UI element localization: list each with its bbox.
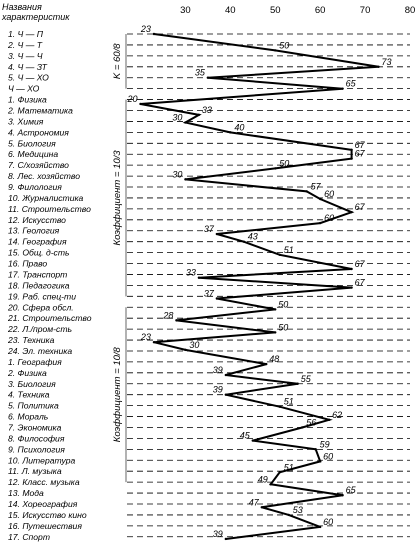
- data-point: [279, 254, 281, 256]
- category-label: 16. Право: [8, 258, 48, 269]
- category-label: 2. Ч — Т: [8, 39, 42, 50]
- x-tick-label: 40: [225, 5, 236, 16]
- category-label: 20. Сфера обсл.: [8, 302, 74, 313]
- category-label: 15. Общ. д-сть: [8, 247, 70, 258]
- value-label: 33: [201, 104, 212, 115]
- category-label: 24. Эл. техника: [8, 345, 73, 356]
- header-line-1: Названия: [2, 2, 42, 12]
- header-line-2: характеристик: [2, 12, 70, 22]
- value-label: 50: [279, 158, 290, 169]
- value-label: 20: [127, 93, 138, 104]
- value-label: 55: [300, 373, 311, 384]
- data-point: [225, 538, 227, 540]
- category-label: 1. География: [8, 356, 62, 367]
- category-label: 17. Транспорт: [8, 269, 68, 280]
- category-label: 6. Медицина: [8, 149, 59, 160]
- value-label: 60: [323, 451, 334, 462]
- value-label: 28: [163, 310, 174, 321]
- value-label: 65: [345, 78, 356, 89]
- data-point: [274, 308, 276, 310]
- data-point: [319, 222, 321, 224]
- group-labels: [112, 34, 126, 482]
- data-point: [296, 383, 298, 385]
- value-label: 23: [140, 332, 151, 343]
- data-point: [341, 87, 343, 89]
- x-tick-label: 80: [404, 5, 415, 16]
- category-label: 12. Искусство: [8, 214, 66, 225]
- category-label: 4. Техника: [8, 389, 50, 400]
- category-label: 4. Ч — ЗТ: [8, 61, 47, 72]
- category-label: 10. Литература: [8, 455, 76, 466]
- x-tick-label: 30: [180, 5, 191, 16]
- data-point: [288, 514, 290, 516]
- category-label: 1. Ч — П: [8, 29, 43, 39]
- category-label: 5. Биология: [8, 138, 56, 149]
- category-label: 2. Физика: [8, 367, 47, 378]
- data-point: [328, 419, 330, 421]
- value-label: 47: [248, 497, 259, 508]
- value-label: 39: [212, 528, 223, 539]
- value-label: 67: [354, 148, 365, 159]
- value-label: 51: [283, 244, 294, 255]
- data-point: [207, 77, 209, 79]
- group-label: Коэффициент = 10/3: [112, 150, 123, 246]
- data-point: [350, 211, 352, 213]
- value-label: 59: [319, 439, 330, 450]
- data-point: [270, 483, 272, 485]
- data-point: [175, 319, 177, 321]
- value-label: 67: [354, 277, 365, 288]
- category-label: 6. Мораль: [8, 411, 49, 422]
- category-label: 3. Биология: [8, 378, 56, 389]
- value-label: 60: [324, 213, 335, 224]
- data-point: [305, 190, 307, 192]
- data-point: [279, 406, 281, 408]
- data-point: [139, 103, 141, 105]
- category-label: 3. Ч — Ч: [8, 50, 43, 61]
- data-point: [350, 286, 352, 288]
- data-point: [279, 471, 281, 473]
- value-label: 65: [345, 485, 356, 496]
- data-point: [153, 341, 155, 343]
- value-label: 60: [324, 189, 335, 200]
- data-point: [261, 506, 263, 508]
- category-label: 8. Лес. хозяйство: [8, 171, 80, 182]
- data-point: [184, 121, 186, 123]
- category-label: Ч — ХО: [8, 83, 40, 94]
- value-label: 40: [234, 122, 245, 133]
- value-label: 45: [239, 430, 250, 441]
- data-point: [319, 460, 321, 462]
- data-point: [252, 439, 254, 441]
- data-point: [184, 178, 186, 180]
- category-label: 5. Ч — ХО: [8, 72, 49, 83]
- category-label: 15. Искусство кино: [8, 509, 87, 520]
- group-label: K = 60/8: [112, 43, 123, 80]
- value-label: 35: [194, 67, 205, 78]
- value-label: 56: [306, 417, 317, 428]
- value-label: 30: [172, 112, 183, 123]
- category-label: 19. Раб. спец-ти: [8, 291, 76, 302]
- data-point: [153, 33, 155, 35]
- category-label: 11. Л. музыка: [8, 466, 62, 477]
- value-label: 67: [354, 258, 365, 269]
- value-label: 73: [381, 56, 392, 67]
- data-point: [216, 297, 218, 299]
- value-label: 67: [354, 202, 365, 213]
- value-label: 53: [292, 504, 303, 515]
- value-label: 37: [203, 224, 214, 235]
- category-label: 5. Политика: [8, 400, 59, 411]
- category-label: 16. Путешествия: [8, 520, 82, 531]
- category-label: 18. Педагогика: [8, 280, 70, 291]
- data-point: [350, 157, 352, 159]
- category-label: 22. Л./пром-сть: [8, 324, 73, 335]
- data-point: [377, 66, 379, 68]
- data-point: [216, 233, 218, 235]
- data-point: [243, 240, 245, 242]
- category-label: 13. Мода: [8, 488, 44, 499]
- value-label: 30: [189, 339, 200, 350]
- value-label: 62: [332, 409, 343, 420]
- data-point: [319, 198, 321, 200]
- x-tick-label: 70: [359, 5, 371, 16]
- value-label: 50: [278, 322, 289, 333]
- data-point: [341, 494, 343, 496]
- data-point: [274, 49, 276, 51]
- category-label: 17. Спорт: [8, 531, 50, 542]
- value-label: 23: [140, 24, 151, 34]
- value-label: 50: [278, 299, 289, 310]
- value-label: 37: [203, 288, 214, 299]
- data-point: [274, 167, 276, 169]
- x-tick-label: 60: [314, 5, 326, 16]
- data-point: [225, 374, 227, 376]
- category-label: 9. Психология: [8, 444, 65, 455]
- value-label: 30: [172, 169, 183, 180]
- data-point: [265, 363, 267, 365]
- value-label: 43: [247, 231, 258, 242]
- value-label: 39: [212, 384, 223, 395]
- data-point: [198, 277, 200, 279]
- profile-line: [139, 33, 379, 540]
- value-label: 49: [257, 474, 268, 485]
- data-point: [301, 426, 303, 428]
- category-label: 1. Физика: [8, 94, 47, 105]
- data-point: [350, 149, 352, 151]
- data-point: [350, 268, 352, 270]
- category-label: 7. С/хозяйство: [8, 160, 69, 171]
- category-labels: [7, 29, 92, 542]
- data-point: [314, 448, 316, 450]
- category-label: 21. Строительство: [8, 313, 92, 324]
- data-point: [225, 393, 227, 395]
- category-label: 14. Хореография: [8, 498, 78, 509]
- category-label: 11. Строительство: [8, 203, 91, 214]
- category-label: 8. Философия: [8, 433, 65, 444]
- category-label: 12. Класс. музыка: [8, 477, 80, 488]
- value-label: 33: [185, 267, 196, 278]
- category-label: 7. Экономика: [8, 422, 62, 433]
- value-label: 67: [354, 139, 365, 150]
- profile-polyline: [141, 34, 379, 539]
- data-point: [184, 349, 186, 351]
- value-label: 51: [283, 396, 294, 407]
- category-label: 4. Астрономия: [8, 127, 69, 138]
- value-label: 60: [323, 516, 334, 527]
- category-label: 14. География: [8, 236, 67, 247]
- x-tick-label: 50: [269, 5, 281, 16]
- category-label: 10. Журналистика: [8, 192, 84, 203]
- data-point: [198, 114, 200, 116]
- value-label: 39: [212, 365, 223, 376]
- category-label: 13. Геология: [8, 225, 60, 236]
- data-point: [274, 331, 276, 333]
- category-label: 23. Техника: [8, 335, 55, 346]
- category-label: 9. Филология: [8, 182, 62, 193]
- group-label: Коэффициент = 10/8: [112, 347, 123, 443]
- value-label: 48: [269, 354, 280, 365]
- value-label: 51: [283, 462, 294, 473]
- category-label: 2. Математика: [8, 105, 73, 116]
- value-label: 50: [279, 40, 290, 51]
- category-label: 3. Химия: [8, 116, 44, 127]
- value-label: 57: [310, 181, 321, 192]
- x-axis-ticks: [180, 5, 415, 16]
- data-point: [319, 526, 321, 528]
- data-point: [229, 131, 231, 133]
